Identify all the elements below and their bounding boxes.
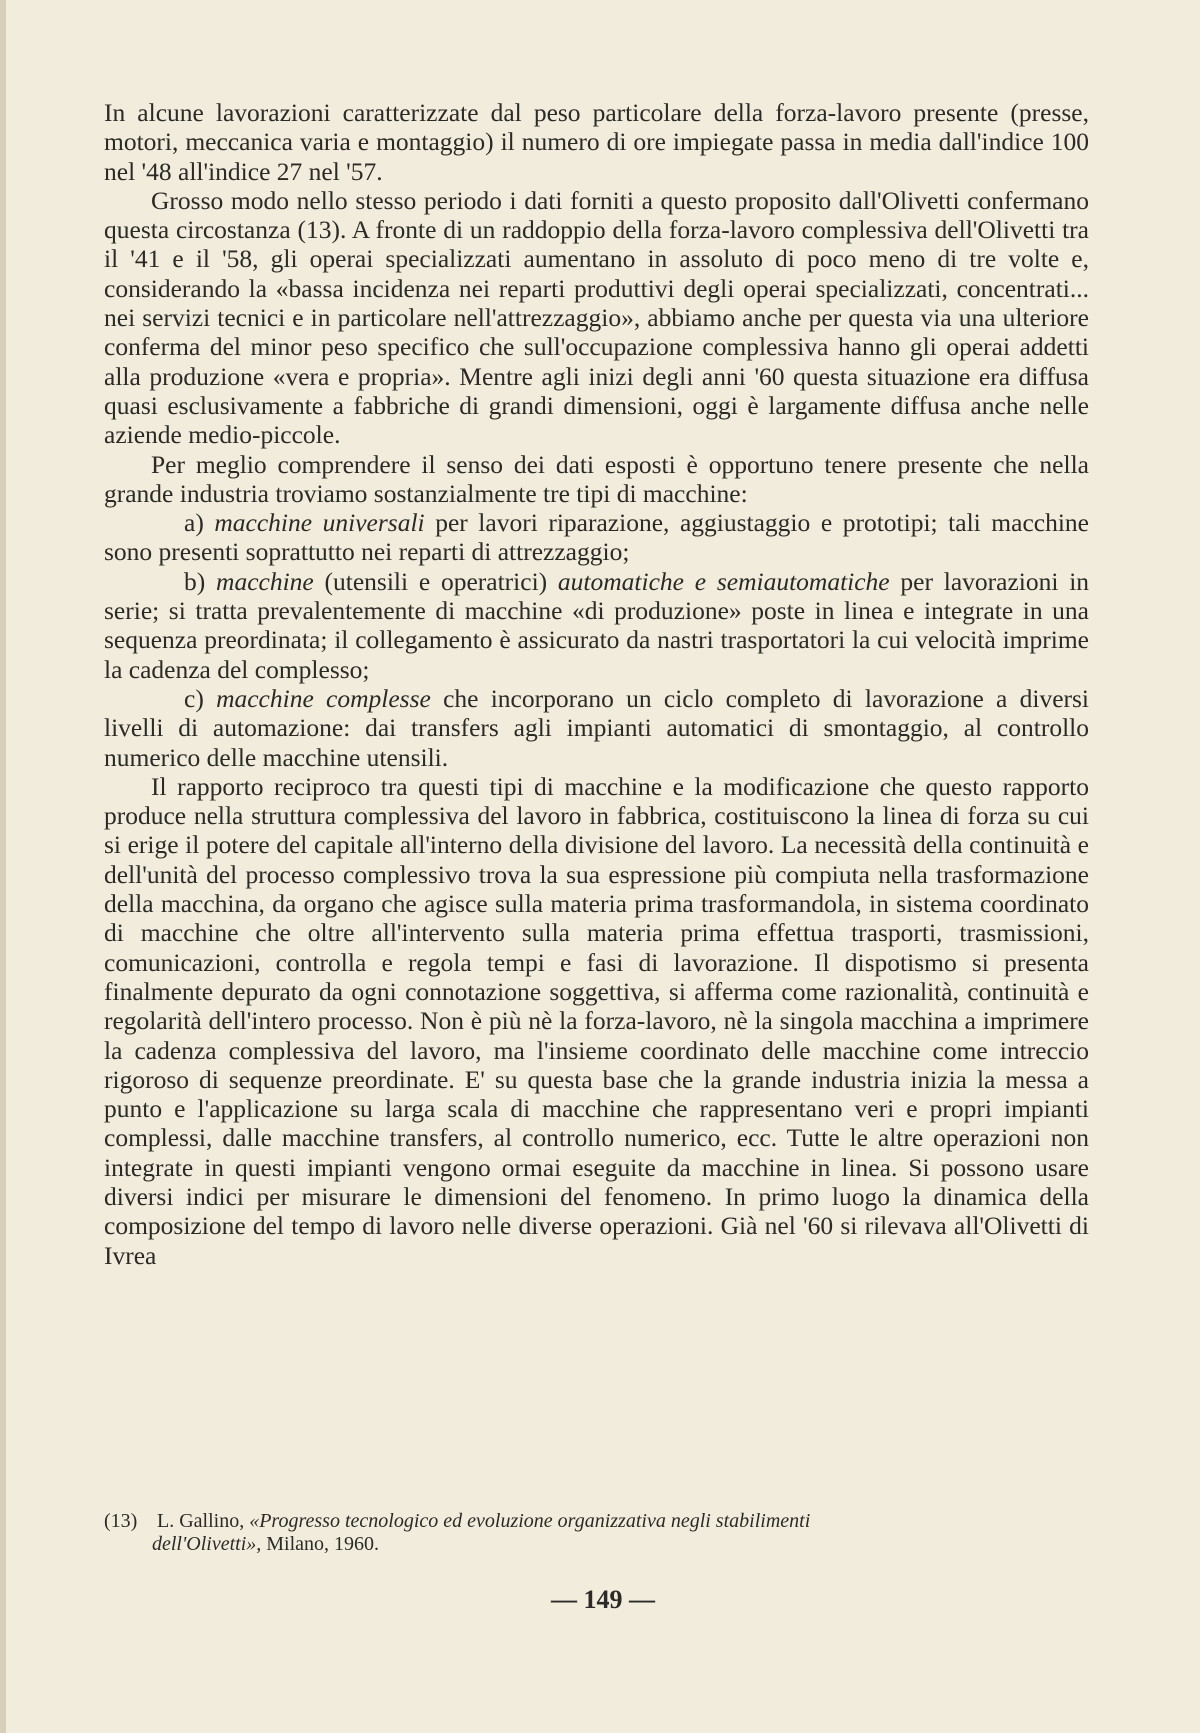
- footnote-author: L. Gallino,: [157, 1510, 245, 1532]
- paragraph-3: Per meglio comprendere il senso dei dati esposti è opportuno tenere presente che nella grande industria troviamo sostanzialmente tre tipi di macchine:: [104, 449, 1089, 508]
- list-item-b-text: per lavorazioni in serie; si tratta prevalentemente di macchine «di produzione» poste in linea e integrate in una sequenza preordinata; il collegamento è assicurato da nastri trasportatori la cui velocità imprime la cadenza del complesso;: [104, 566, 1090, 684]
- list-item-a-term: macchine universali: [214, 508, 425, 538]
- page-number: — 149 —: [551, 1585, 655, 1614]
- list-item-a-text: per lavori riparazione, aggiustaggio e prototipi; tali macchine sono presenti soprattutto nei reparti di attrezzaggio;: [104, 508, 1089, 567]
- footnote-line-1: [104, 1510, 1089, 1533]
- footnote-title-line-2: dell'Olivetti»,: [152, 1533, 262, 1555]
- list-item-b-term2: automatiche e semiautomatiche: [557, 566, 890, 596]
- footnote: [104, 1510, 1089, 1556]
- list-item-c-term: macchine complesse: [216, 683, 431, 713]
- list-item-b: [104, 567, 1089, 684]
- footnote-line-2: [104, 1533, 1089, 1556]
- paragraph-4: Il rapporto reciproco tra questi tipi di macchine e la modificazione che questo rapporto produce nella struttura complessiva del lavoro in fabbrica, costituiscono la linea di forza su cui si erige il potere del capitale all'interno della divisione del lavoro. La necessità della continuità e dell'unità del processo complessivo trova la sua espressione più compiuta nella trasformazione della macchina, da organo che agisce sulla materia prima trasformandola, in sistema coordinato di macchine che oltre all'intervento sulla materia prima effettua trasporti, trasmissioni, comunicazioni, controlla e regola tempi e fasi di lavorazione. Il dispotismo si presenta finalmente depurato da ogni connotazione soggettiva, si afferma come razionalità, continuità e regolarità dell'intero processo. Non è più nè la forza-lavoro, nè la singola macchina a imprimere la cadenza complessiva del lavoro, ma l'insieme coordinato delle macchine come intreccio rigoroso di sequenze preordinate. E' su questa base che la grande industria inizia la messa a punto e l'applicazione su larga scala di macchine che rappresentano veri e propri impianti complessi, dalle macchine transfers, al controllo numerico, ecc. Tutte le altre operazioni non integrate in questi impianti vengono ormai eseguite da macchine in linea. Si possono usare diversi indici per misurare le dimensioni del fenomeno. In primo luogo la dinamica della composizione del tempo di lavoro nelle diverse operazioni. Già nel '60 si rilevava all'Olivetti di Ivrea: [104, 771, 1089, 1270]
- list-item-b-label: b): [184, 566, 206, 596]
- list-item-c: [104, 684, 1089, 772]
- body-text: [104, 98, 1089, 1270]
- footnote-title-line-1: «Progresso tecnologico ed evoluzione organizzativa negli stabilimenti: [249, 1510, 811, 1532]
- paragraph-2: Grosso modo nello stesso periodo i dati forniti a questo proposito dall'Olivetti confermano questa circostanza (13). A fronte di un raddoppio della forza-lavoro complessiva dell'Olivetti tra il '41 e il '58, gli operai specializzati aumentano in assoluto di poco meno di tre volte e, considerando la «bassa incidenza nei reparti produttivi degli operai specializzati, concentrati... nei servizi tecnici e in particolare nell'attrezzaggio», abbiamo anche per questa via una ulteriore conferma del minor peso specifico che sull'occupazione complessiva hanno gli operai addetti alla produzione «vera e propria». Mentre agli inizi degli anni '60 questa situazione era diffusa quasi esclusivamente a fabbriche di grandi dimensioni, oggi è largamente diffusa anche nelle aziende medio-piccole.: [104, 185, 1089, 450]
- list-item-b-middle: (utensili e operatrici): [324, 566, 548, 596]
- footnote-number: (13): [104, 1510, 138, 1532]
- footnote-place-year: Milano, 1960.: [266, 1533, 380, 1555]
- list-item-a: [104, 508, 1089, 567]
- list-item-a-label: a): [184, 508, 204, 538]
- paragraph-1: In alcune lavorazioni caratterizzate dal peso particolare della forza-lavoro presente (presse, motori, meccanica varia e montaggio) il numero di ore impiegate passa in media dall'indice 100 nel '48 all'indice 27 nel '57.: [104, 98, 1089, 186]
- list-item-c-text: che incorporano un ciclo completo di lavorazione a diversi livelli di automazione: dai transfers agli impianti automatici di smontaggio, al controllo numerico delle macchine utensili.: [104, 683, 1090, 772]
- list-item-b-term: macchine: [216, 566, 314, 596]
- list-item-c-label: c): [184, 683, 204, 713]
